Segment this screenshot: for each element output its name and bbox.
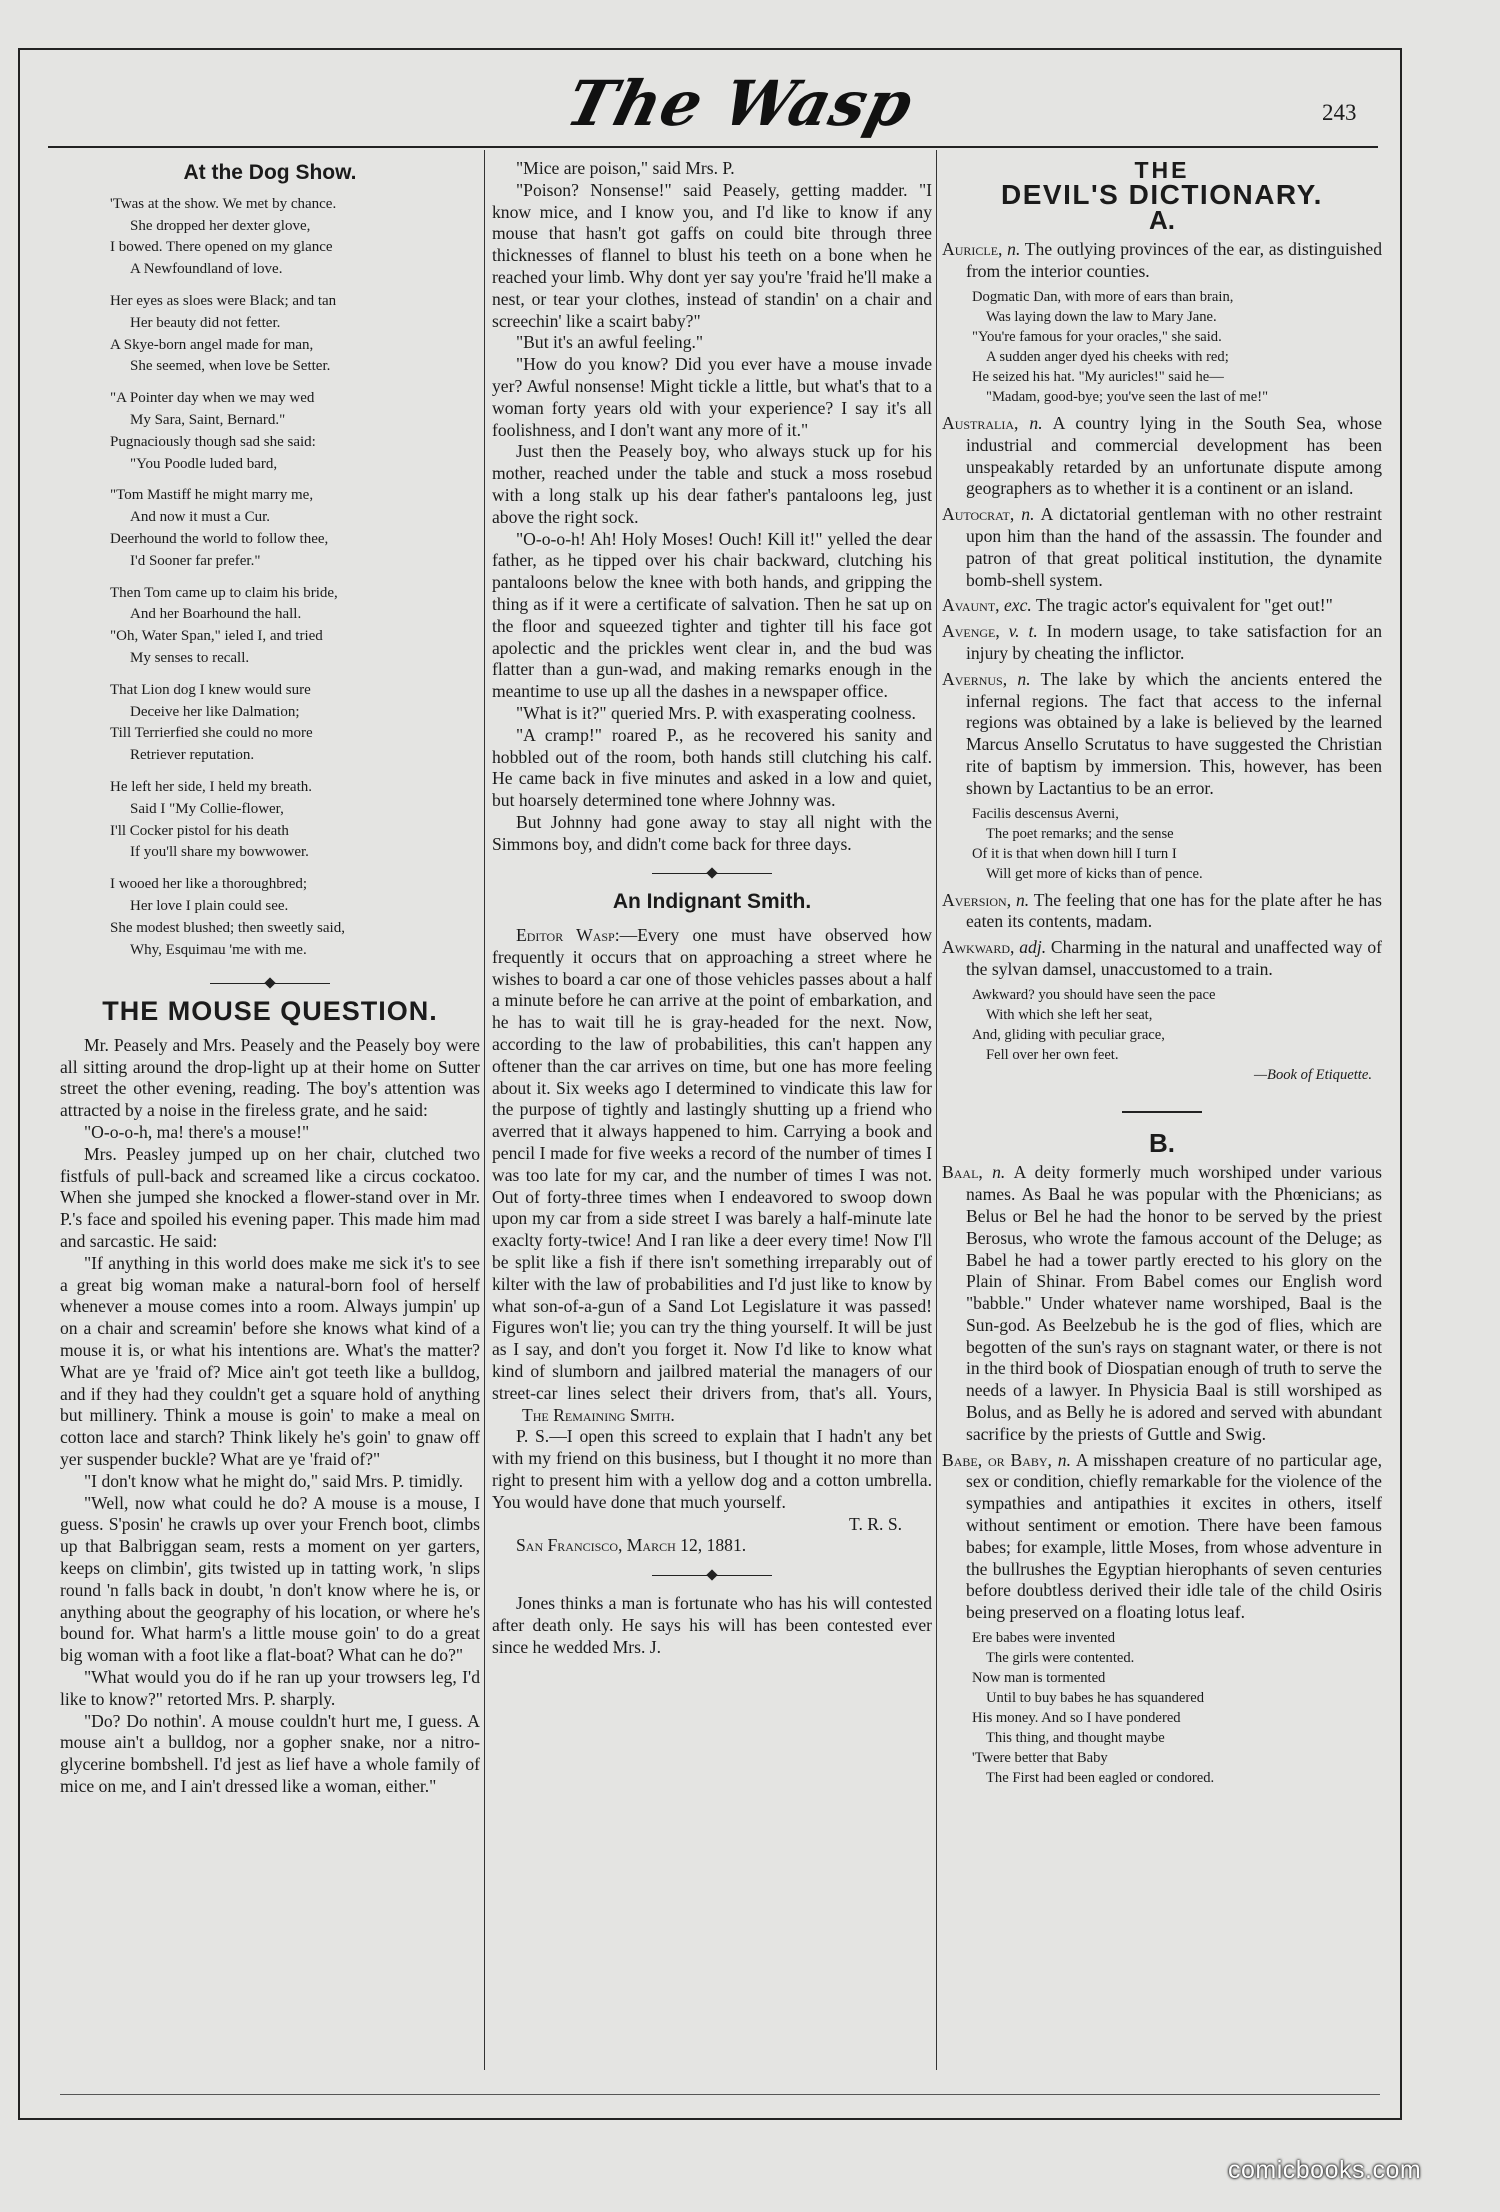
poem-line: And now it must a Cur. <box>130 509 271 526</box>
verse-line: The poet remarks; and the sense <box>986 825 1174 842</box>
column-3 <box>942 158 1382 1794</box>
dictionary-entry: Awkward, adj. Charming in the natural and unaffected way of the sylvan damsel, unaccustomed to a train. <box>942 937 1383 979</box>
entry-pos: n. <box>1007 239 1021 260</box>
poem-line: Retriever reputation. <box>130 747 255 764</box>
entry-pos: exc. <box>1003 595 1032 616</box>
entry-definition: The outlying provinces of the ear, as distinguished from the interior counties. <box>966 239 1382 282</box>
poem-stanza <box>110 291 480 378</box>
poem-line: Her love I plain could see. <box>130 897 289 914</box>
poem-stanza <box>110 388 480 475</box>
dictionary-entry: Baal, n. A deity formerly much worshiped under various names. As Baal he was popular with the Phœnicians; as Belus or Bel he had the honor to be served by the priest Berosus, who wrote the famous account of the Deluge; as Babel he had a tower partly erected to his glory on the Plain of Shinar. From Babel comes our English word "babble." Under whatever name worshiped, Baal is the Sun-god. As Beelzebub he is the god of flies, which are begotten of the sun's rays on stagnant water, or there is not in the third book of Diospatian enough of truth to serve the needs of a lawyer. In Physicia Baal is still worshiped as Bolus, and as Belly he is adored and served with abundant sacrifice by the priests of Guttle and Swig. <box>942 1162 1382 1444</box>
smith-postscript: P. S.—I open this screed to explain that I hadn't any bet with my friend on this business, but I thought it no more than right to present him with a yellow dog and a cotton umbrella. You would have done that much yourself. <box>492 1426 932 1512</box>
mouse-paragraph: "A cramp!" roared P., as he recovered his sanity and hobbled out of the room, both hands still clutching his calf. He came back in five minutes and asked in a low and quiet, but hoarsely determined tone where Johnny was. <box>492 724 932 811</box>
entry-definition: The tragic actor's equivalent for "get out!" <box>1035 595 1333 616</box>
poem-line: A Newfoundland of love. <box>130 261 283 278</box>
mouse-paragraph: But Johnny had gone away to stay all night with the Simmons boy, and didn't come back for three days. <box>492 811 932 854</box>
dictionary-entry: Autocrat, n. A dictatorial gentleman with no other restraint upon him than the hand of the assassin. The founder and patron of that great political institution, the dynamite bomb-shell system. <box>942 504 1383 590</box>
mouse-paragraph: "Mice are poison," said Mrs. P. <box>516 158 735 178</box>
verse-line: The First had been eagled or condored. <box>986 1770 1215 1787</box>
poem-line: She dropped her dexter glove, <box>130 217 311 234</box>
dictionary-entry: Babe, or Baby, n. A misshapen creature of no particular age, sex or condition, chiefly remarkable for the violence of the sympathies and antipathies it excites in others, itself without sentiment or emotion. There have been famous babes; for example, little Moses, from whose adventure in the bullrushes the Egyptian hierophants of seven centuries before doubtless derived their idle tale of the child Osiris being preserved on a floating lotus leaf. <box>942 1449 1382 1623</box>
verse-line: With which she left her seat, <box>986 1006 1153 1023</box>
verse-line: Now man is tormented <box>972 1670 1106 1687</box>
verse-line: His money. And so I have pondered <box>972 1710 1181 1727</box>
poem-line: Her beauty did not fetter. <box>130 314 281 331</box>
poem-stanza <box>110 194 480 281</box>
mouse-paragraph: "If anything in this world does make me sick it's to see a great big woman make a natural-born fool of herself whenever a mouse comes into a room. Always jumpin' up on a chair and screamin' before she knows what kind of a mouse it is, or what his intentions are. What's the matter? What are ye 'fraid of? Mice ain't got teeth like a bulldog, and if they had they couldn't get a square hold of anything but millinery. Think a mouse is goin' to make a meal on cotton lace and starch? Think likely he's goin' to gnaw off yer suspender buckle? What are ye 'fraid of?" <box>60 1252 480 1470</box>
smith-letter-text: —Every one must have observed how frequently it occurs that on approaching a street where he wishes to board a car one of those vehicles passes about a half a minute before he can arrive at the point of embarkation, and he has to wait till he is gray-headed for the next. Now, according to the law of probabilities, this can't happen any oftener than the car arrives on time, but one has more feeling about it. Six weeks ago I determined to vindicate this law for the purpose of tightly and lastingly shutting up a friend who averred that it always happened to him. Carrying a book and pencil I made for five weeks a record of the number of times I was too late for my car, and the number of times I was not. Out of forty-three times when I endeavored to swoop down upon my car from a side street I was barely a half-minute late exaclty forty-twice! And I ran like a deer every time! Now I'll be split like a fish if there isn't something irreparably out of kilter with the law of probabilities and I'd just like to know by what son-of-a-gun of a Sand Lot Legislature it was passed! Figures won't lie; you can try the thing yourself. It will be just as I say, and don't you forget it. Now I'd like to know what kind of slumborn and jailbred material the managers of our street-car lines select their drivers from, that's all. Yours, <box>492 925 932 1403</box>
entry-term: Babe, or Baby <box>942 1449 1048 1470</box>
mouse-paragraph: "O-o-o-h! Ah! Holy Moses! Ouch! Kill it!" yelled the dear father, as he tipped over his chair backward, clutching his pantaloons below the knee with both hands, and gripping the thing as if it were a certificate of salvation. Then he sat up on the floor and squeezed tighter and tighter till his face got apolectic and the prickles went clear in, and the bud was flatter than a gun-wad, and making remarks enough in the meantime to use up all the dashes in a newspaper office. <box>492 528 932 702</box>
verse-line: "Madam, good-bye; you've seen the last of me!" <box>986 388 1269 405</box>
poem-line: "Tom Mastiff he might marry me, <box>110 487 314 504</box>
entry-verse <box>972 804 1382 884</box>
poem-line: And her Boarhound the hall. <box>130 606 302 623</box>
entry-definition: The lake by which the ancients entered the infernal regions. The fact that access to the infernal regions was obtained by a lake is believed by the learned Marcus Ansello Scrutatus to have suggested the Christian rite of baptism by immersion. This, however, has been shown by Lactantius to be an error. <box>966 668 1383 798</box>
entry-definition: A misshapen creature of no particular age, sex or condition, chiefly remarkable for the violence of the sympathies and antipathies it excites in others, itself without sentiment or emotion. There have been famous babes; for example, little Moses, from whose adventure in the bullrushes the Egyptian hierophants of seven centuries before doubtless derived their idle tale of the child Osiris being preserved on a floating lotus leaf. <box>966 1449 1382 1623</box>
poem-stanza <box>110 680 480 767</box>
verse-line: Awkward? you should have seen the pace <box>972 986 1216 1003</box>
mouse-paragraph: "Well, now what could he do? A mouse is a mouse, I guess. S'posin' he crawls up over your French boot, climbs up that Balbriggan seam, rests a moment on yer garters, keeps on climbin', gits twisted up in tatting work, 'n slips round 'n falls back in doubt, 'n don't know where he is, or anything about the geography of his location, or where he's bound for. What harm's a little mouse goin' to do a great big woman with a foot like a flat-boat? What can he do?" <box>60 1492 480 1666</box>
dictionary-the: THE <box>1134 157 1190 183</box>
poem-line: Then Tom came up to claim his bride, <box>110 584 338 601</box>
poem-line: My Sara, Saint, Bernard." <box>130 411 286 428</box>
entry-term: Avenge <box>942 621 996 642</box>
mouse-paragraph: "Poison? Nonsense!" said Peasely, getting madder. "I know mice, and I know you, and I'd like to know if any mouse that hasn't got gaffs on could bite through three thicknesses of flannel to blust his teeth on a bone when he reached your limb. Why dont yer say you're 'fraid he'll make a nest, or tear your clothes, instead of standin' on a chair and screechin' like a scairt baby?" <box>492 179 932 331</box>
entry-pos: v. t. <box>1008 621 1038 642</box>
smith-dateline: San Francisco, March 12, 1881. <box>516 1535 747 1556</box>
column-2 <box>492 158 932 1658</box>
poem-line: 'Twas at the show. We met by chance. <box>110 195 337 212</box>
dog-show-title: At the Dog Show. <box>183 161 357 184</box>
poem-line: Why, Esquimau 'me with me. <box>130 941 307 958</box>
mouse-paragraph: "What would you do if he ran up your trowsers leg, I'd like to know?" retorted Mrs. P. sharply. <box>60 1667 480 1709</box>
verse-line: And, gliding with peculiar grace, <box>972 1026 1165 1043</box>
verse-line: Dogmatic Dan, with more of ears than brain, <box>972 288 1234 305</box>
poem-line: Pugnaciously though sad she said: <box>110 433 316 450</box>
masthead <box>560 66 920 142</box>
entry-definition: Charming in the natural and unaffected way of the sylvan damsel, unaccustomed to a train. <box>966 937 1383 979</box>
poem-line: Till Terrierfied she could no more <box>110 725 313 742</box>
header-rule <box>48 146 1378 148</box>
entry-pos: adj. <box>1019 937 1047 958</box>
poem-line: "You Poodle luded bard, <box>130 455 278 472</box>
verse-line: "You're famous for your oracles," she said. <box>972 328 1222 345</box>
page-number: 243 <box>1322 100 1357 125</box>
mouse-question-continued <box>492 158 932 856</box>
poem-line: I bowed. There opened on my glance <box>110 239 333 256</box>
section-ornament <box>60 971 480 993</box>
poem-line: A Skye-born angel made for man, <box>110 336 314 353</box>
smith-title: An Indignant Smith. <box>612 890 812 914</box>
entry-pos: n. <box>1017 668 1031 689</box>
verse-line: Fell over her own feet. <box>986 1046 1119 1063</box>
entry-verse <box>972 1628 1382 1788</box>
poem-line: "Oh, Water Span," ieled I, and tried <box>110 628 323 645</box>
poem-line: That Lion dog I knew would sure <box>110 681 311 698</box>
entry-definition: A dictatorial gentleman with no other restraint upon him than the hand of the assassin. The founder and patron of that great political institution, the dynamite bomb-shell system. <box>966 504 1383 590</box>
poem-line: Deerhound the world to follow thee, <box>110 530 329 547</box>
section-divider <box>942 1097 1382 1119</box>
verse-line: He seized his hat. "My auricles!" said he— <box>972 368 1224 385</box>
mouse-question-title: THE MOUSE QUESTION. <box>102 996 438 1027</box>
poem-line: Said I "My Collie-flower, <box>130 800 284 817</box>
poem-stanza <box>110 874 480 961</box>
section-ornament <box>492 862 932 884</box>
poem-line: "A Pointer day when we may wed <box>110 390 315 407</box>
entry-definition: The feeling that one has for the plate after he has eaten its contents, madam. <box>966 889 1383 932</box>
entry-pos: n. <box>1021 504 1035 525</box>
masthead-title: The Wasp <box>559 67 921 140</box>
verse-source: —Book of Etiquette. <box>1254 1066 1372 1083</box>
mouse-paragraph: "I don't know what he might do," said Mrs. P. timidly. <box>84 1470 464 1491</box>
entry-term: Avaunt <box>942 595 996 616</box>
verse-line: Ere babes were invented <box>972 1630 1116 1647</box>
entry-verse <box>972 287 1382 407</box>
poem-stanza <box>110 485 480 572</box>
dictionary-entry: Avernus, n. The lake by which the ancients entered the infernal regions. The fact that access to the infernal regions was obtained by a lake is believed by the learned Marcus Ansello Scrutatus to have suggested the Christian rite of baptism by immersion. This, however, has been shown by Lactantius to be an error. <box>942 668 1383 798</box>
entry-term: Baal <box>942 1162 979 1183</box>
section-ornament <box>492 1563 932 1585</box>
mouse-paragraph: "Do? Do nothin'. A mouse couldn't hurt me, I guess. A mouse ain't a bulldog, nor a gopher snake, nor a nitro-glycerine bombshell. I'd jest as lief have a whole family of mice on me, and I ain't dressed like a woman, either." <box>60 1710 480 1796</box>
poem-stanza <box>110 583 480 670</box>
watermark: comicbooks.com <box>1228 2156 1422 2184</box>
jones-paragraph: Jones thinks a man is fortunate who has his will contested after death only. He says his will has been contested ever since he wedded Mrs. J. <box>492 1593 932 1657</box>
dictionary-entry: Auricle, n. The outlying provinces of the ear, as distinguished from the interior counties. <box>942 239 1382 282</box>
mouse-paragraph: Just then the Peasely boy, who always stuck up for his mother, reached under the table and stuck a moss rosebud with a long stalk up his dear father's pantaloons leg, just above the right sock. <box>492 441 932 527</box>
entry-term: Autocrat <box>942 504 1010 525</box>
entry-definition: A deity formerly much worshiped under various names. As Baal he was popular with the Phœnicians; as Belus or Bel he had the honor to be served by the priest Berosus, who wrote the famous account of the Deluge; as Babel he had a tower partly erected to his glory on the Plain of Shinar. From Babel comes our English word "babble." Under whatever name worshiped, Baal is the Sun-god. As Beelzebub he is the god of flies, which are begotten of the sun's rays on stagnant water, or there is not in the third book of Diospatian enough of truth to serve the needs of a lawyer. In Physicia Baal is still worshiped as Bolus, and as Belly he is adored and served with abundant sacrifice by the priests of Guttle and Swig. <box>966 1162 1382 1444</box>
smith-initials: T. R. S. <box>849 1513 902 1534</box>
entry-definition: In modern usage, to take satisfaction for an injury by cheating the inflictor. <box>966 621 1383 663</box>
verse-line: Was laying down the law to Mary Jane. <box>986 308 1217 325</box>
dictionary-entry: Aversion, n. The feeling that one has for the plate after he has eaten its contents, madam. <box>942 889 1383 932</box>
mouse-paragraph: "But it's an awful feeling." <box>516 332 704 353</box>
smith-salutation: Editor Wasp: <box>516 925 620 946</box>
poem-line: If you'll share my bowwower. <box>130 844 309 861</box>
poem-line: I wooed her like a thoroughbred; <box>110 876 308 893</box>
mouse-paragraph: Mr. Peasely and Mrs. Peasely and the Peasely boy were all sitting around the drop-light up at their home on Sutter street the other evening, reading. The boy's attention was attracted by a noise in the fireless grate, and he said: <box>60 1034 480 1121</box>
poem-line: My senses to recall. <box>130 649 250 666</box>
smith-signature: The Remaining Smith. <box>522 1404 675 1425</box>
poem-line: She seemed, when love be Setter. <box>130 358 331 375</box>
verse-line: Of it is that when down hill I turn I <box>972 845 1177 862</box>
mouse-paragraph: "What is it?" queried Mrs. P. with exasperating coolness. <box>516 702 916 723</box>
verse-line: A sudden anger dyed his cheeks with red; <box>986 348 1229 365</box>
poem-line: Deceive her like Dalmation; <box>130 703 300 720</box>
mouse-paragraph: "O-o-o-h, ma! there's a mouse!" <box>84 1122 310 1143</box>
entry-term: Auricle <box>942 239 999 260</box>
entry-term: Australia <box>942 412 1015 433</box>
verse-line: The girls were contented. <box>986 1650 1135 1667</box>
column-rule-2 <box>936 150 937 2070</box>
bottom-rule <box>60 2094 1380 2095</box>
entry-pos: n. <box>1057 1449 1071 1470</box>
smith-letter <box>492 925 932 1426</box>
poem-line: She modest blushed; then sweetly said, <box>110 919 345 936</box>
section-b-heading: B. <box>1149 1127 1175 1158</box>
section-a-heading: A. <box>1149 204 1175 235</box>
column-1 <box>60 158 480 1798</box>
dictionary-entry: Avaunt, exc. The tragic actor's equivalent for "get out!" <box>942 595 1333 616</box>
dictionary-entry: Australia, n. A country lying in the South Sea, whose industrial and commercial development has been unspeakably retarded by an unfortunate dispute among geographers as to whether it is a continent or an island. <box>942 412 1383 499</box>
entry-verse <box>972 985 1382 1085</box>
poem-line: Her eyes as sloes were Black; and tan <box>110 292 337 309</box>
entry-term: Avernus <box>942 668 1003 689</box>
entry-term: Awkward <box>942 937 1011 958</box>
entries-b <box>942 1162 1382 1788</box>
column-rule-1 <box>484 150 485 2070</box>
dictionary-entry: Avenge, v. t. In modern usage, to take satisfaction for an injury by cheating the inflictor. <box>942 621 1383 663</box>
poem-stanza <box>110 777 480 864</box>
verse-line: Will get more of kicks than of pence. <box>986 865 1203 882</box>
poem-line: He left her side, I held my breath. <box>110 778 313 795</box>
verse-line: Until to buy babes he has squandered <box>986 1690 1205 1707</box>
mouse-question-body <box>60 1035 480 1798</box>
mouse-paragraph: Mrs. Peasley jumped up on her chair, clutched two fistfuls of pull-back and screamed like a circus cockatoo. When she jumped she knocked a flower-stand over in Mr. P.'s face and spoiled his evening paper. This made him mad and sarcastic. He said: <box>60 1143 480 1252</box>
entry-pos: n. <box>1015 889 1030 910</box>
entry-pos: n. <box>992 1162 1006 1183</box>
verse-line: Facilis descensus Averni, <box>972 805 1119 822</box>
entries-a <box>942 239 1382 1084</box>
entry-term: Aversion <box>942 889 1007 910</box>
entry-pos: n. <box>1029 412 1043 433</box>
verse-line: 'Twere better that Baby <box>972 1750 1108 1767</box>
entry-definition: A country lying in the South Sea, whose industrial and commercial development has been unspeakably retarded by an unfortunate dispute among geographers as to whether it is a continent or an island. <box>966 412 1383 499</box>
mouse-paragraph: "How do you know? Did you ever have a mouse invade yer? Awful nonsense! Might tickle a little, but what's that to a woman forty years old with your experience? I say it's all foolishness, and I don't want any more of it." <box>492 354 932 440</box>
dog-show-poem <box>60 194 480 962</box>
dictionary-title: DEVIL'S DICTIONARY. <box>1001 178 1323 210</box>
verse-line: This thing, and thought maybe <box>986 1730 1165 1747</box>
poem-line: I'll Cocker pistol for his death <box>110 822 289 839</box>
poem-line: I'd Sooner far prefer." <box>130 552 261 569</box>
